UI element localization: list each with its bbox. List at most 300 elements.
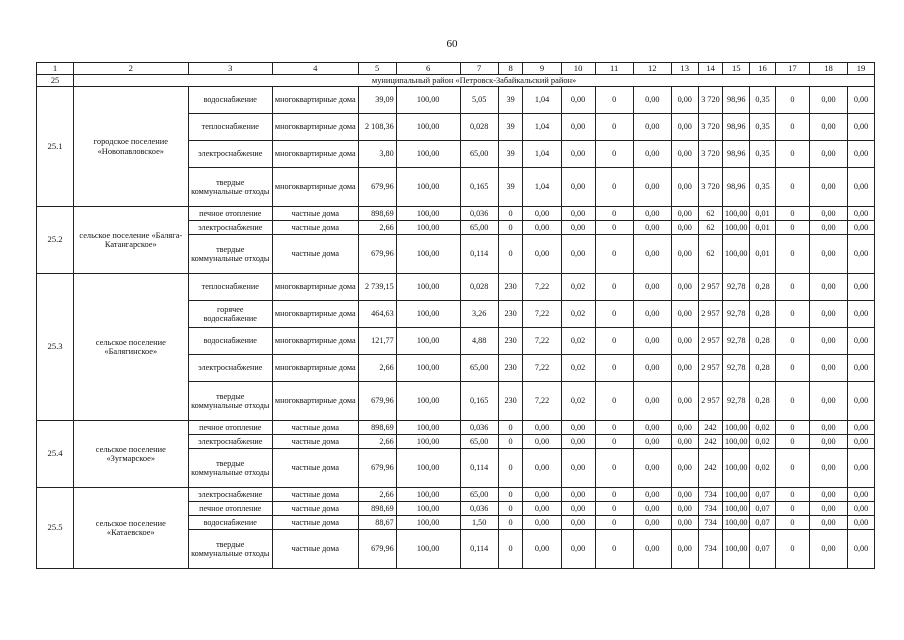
settlement-name-cell: сельское поселение «Зугмарское» <box>74 421 188 488</box>
value-cell-col-9: 7,22 <box>523 274 561 301</box>
value-cell-col-14: 242 <box>698 435 723 449</box>
value-cell-col-15: 92,78 <box>723 274 750 301</box>
value-cell-col-14: 734 <box>698 530 723 569</box>
district-id-cell: 25 <box>37 75 74 87</box>
housing-type-cell: частные дома <box>273 221 359 235</box>
value-cell-col-10: 0,00 <box>561 449 595 488</box>
value-cell-col-18: 0,00 <box>809 488 847 502</box>
value-cell-col-19: 0,00 <box>848 421 875 435</box>
value-cell-col-17: 0 <box>775 516 809 530</box>
service-cell: водоснабжение <box>188 87 273 114</box>
value-cell-col-10: 0,00 <box>561 435 595 449</box>
column-number-cell: 12 <box>633 63 671 75</box>
value-cell-col-16: 0,07 <box>750 530 776 569</box>
value-cell-col-11: 0 <box>595 355 633 382</box>
column-number-cell: 10 <box>561 63 595 75</box>
value-cell-col-10: 0,00 <box>561 488 595 502</box>
value-cell-col-18: 0,00 <box>809 382 847 421</box>
value-cell-col-17: 0 <box>775 221 809 235</box>
value-cell-col-7: 0,114 <box>460 235 498 274</box>
column-number-cell: 15 <box>723 63 750 75</box>
value-cell-col-11: 0 <box>595 235 633 274</box>
value-cell-col-15: 98,96 <box>723 141 750 168</box>
value-cell-col-5: 679,96 <box>358 382 396 421</box>
value-cell-col-12: 0,00 <box>633 449 671 488</box>
value-cell-col-15: 92,78 <box>723 328 750 355</box>
service-cell: водоснабжение <box>188 516 273 530</box>
value-cell-col-11: 0 <box>595 274 633 301</box>
value-cell-col-12: 0,00 <box>633 301 671 328</box>
value-cell-col-14: 2 957 <box>698 355 723 382</box>
value-cell-col-15: 92,78 <box>723 301 750 328</box>
value-cell-col-17: 0 <box>775 274 809 301</box>
value-cell-col-5: 679,96 <box>358 235 396 274</box>
value-cell-col-12: 0,00 <box>633 235 671 274</box>
value-cell-col-12: 0,00 <box>633 530 671 569</box>
value-cell-col-6: 100,00 <box>396 114 460 141</box>
value-cell-col-15: 100,00 <box>723 221 750 235</box>
column-number-cell: 14 <box>698 63 723 75</box>
value-cell-col-6: 100,00 <box>396 168 460 207</box>
value-cell-col-11: 0 <box>595 421 633 435</box>
column-number-cell: 5 <box>358 63 396 75</box>
table-row <box>37 421 875 435</box>
value-cell-col-12: 0,00 <box>633 435 671 449</box>
value-cell-col-19: 0,00 <box>848 449 875 488</box>
value-cell-col-7: 65,00 <box>460 355 498 382</box>
service-cell: твердые коммунальные отходы <box>188 235 273 274</box>
value-cell-col-10: 0,02 <box>561 355 595 382</box>
value-cell-col-16: 0,28 <box>750 355 776 382</box>
value-cell-col-13: 0,00 <box>671 328 698 355</box>
column-number-cell: 6 <box>396 63 460 75</box>
value-cell-col-7: 0,028 <box>460 114 498 141</box>
value-cell-col-9: 7,22 <box>523 328 561 355</box>
value-cell-col-13: 0,00 <box>671 168 698 207</box>
value-cell-col-13: 0,00 <box>671 301 698 328</box>
value-cell-col-7: 0,165 <box>460 382 498 421</box>
value-cell-col-19: 0,00 <box>848 382 875 421</box>
value-cell-col-19: 0,00 <box>848 301 875 328</box>
value-cell-col-13: 0,00 <box>671 87 698 114</box>
value-cell-col-5: 2,66 <box>358 221 396 235</box>
housing-type-cell: частные дома <box>273 207 359 221</box>
value-cell-col-18: 0,00 <box>809 516 847 530</box>
value-cell-col-14: 3 720 <box>698 168 723 207</box>
value-cell-col-8: 0 <box>498 421 523 435</box>
value-cell-col-5: 898,69 <box>358 207 396 221</box>
value-cell-col-13: 0,00 <box>671 221 698 235</box>
value-cell-col-13: 0,00 <box>671 355 698 382</box>
value-cell-col-7: 0,036 <box>460 207 498 221</box>
value-cell-col-6: 100,00 <box>396 274 460 301</box>
value-cell-col-10: 0,00 <box>561 530 595 569</box>
value-cell-col-8: 0 <box>498 235 523 274</box>
service-cell: электроснабжение <box>188 141 273 168</box>
value-cell-col-15: 100,00 <box>723 207 750 221</box>
value-cell-col-5: 2 108,36 <box>358 114 396 141</box>
value-cell-col-10: 0,00 <box>561 421 595 435</box>
service-cell: теплоснабжение <box>188 114 273 141</box>
value-cell-col-10: 0,00 <box>561 221 595 235</box>
value-cell-col-15: 92,78 <box>723 382 750 421</box>
value-cell-col-7: 65,00 <box>460 488 498 502</box>
value-cell-col-7: 5,05 <box>460 87 498 114</box>
value-cell-col-18: 0,00 <box>809 355 847 382</box>
value-cell-col-15: 100,00 <box>723 449 750 488</box>
value-cell-col-8: 0 <box>498 221 523 235</box>
value-cell-col-8: 0 <box>498 207 523 221</box>
value-cell-col-9: 0,00 <box>523 435 561 449</box>
value-cell-col-13: 0,00 <box>671 435 698 449</box>
column-number-cell: 7 <box>460 63 498 75</box>
value-cell-col-14: 734 <box>698 502 723 516</box>
table-row <box>37 274 875 301</box>
value-cell-col-11: 0 <box>595 530 633 569</box>
value-cell-col-8: 230 <box>498 274 523 301</box>
settlement-id-cell: 25.4 <box>37 421 74 488</box>
housing-type-cell: многоквартирные дома <box>273 301 359 328</box>
value-cell-col-16: 0,35 <box>750 114 776 141</box>
value-cell-col-10: 0,02 <box>561 382 595 421</box>
value-cell-col-17: 0 <box>775 168 809 207</box>
value-cell-col-8: 230 <box>498 382 523 421</box>
value-cell-col-5: 121,77 <box>358 328 396 355</box>
value-cell-col-18: 0,00 <box>809 221 847 235</box>
value-cell-col-14: 3 720 <box>698 87 723 114</box>
value-cell-col-12: 0,00 <box>633 382 671 421</box>
value-cell-col-16: 0,35 <box>750 168 776 207</box>
column-number-row <box>37 63 875 75</box>
value-cell-col-7: 0,036 <box>460 421 498 435</box>
value-cell-col-6: 100,00 <box>396 449 460 488</box>
value-cell-col-10: 0,02 <box>561 328 595 355</box>
column-number-cell: 19 <box>848 63 875 75</box>
value-cell-col-19: 0,00 <box>848 274 875 301</box>
value-cell-col-9: 1,04 <box>523 141 561 168</box>
value-cell-col-8: 0 <box>498 449 523 488</box>
value-cell-col-10: 0,00 <box>561 87 595 114</box>
value-cell-col-18: 0,00 <box>809 435 847 449</box>
housing-type-cell: многоквартирные дома <box>273 114 359 141</box>
value-cell-col-16: 0,07 <box>750 516 776 530</box>
value-cell-col-10: 0,02 <box>561 274 595 301</box>
value-cell-col-12: 0,00 <box>633 168 671 207</box>
value-cell-col-19: 0,00 <box>848 435 875 449</box>
column-number-cell: 9 <box>523 63 561 75</box>
value-cell-col-10: 0,02 <box>561 301 595 328</box>
value-cell-col-5: 898,69 <box>358 421 396 435</box>
district-row <box>37 75 875 87</box>
housing-type-cell: частные дома <box>273 488 359 502</box>
value-cell-col-9: 7,22 <box>523 301 561 328</box>
value-cell-col-19: 0,00 <box>848 502 875 516</box>
value-cell-col-18: 0,00 <box>809 421 847 435</box>
value-cell-col-15: 100,00 <box>723 502 750 516</box>
value-cell-col-13: 0,00 <box>671 274 698 301</box>
value-cell-col-18: 0,00 <box>809 274 847 301</box>
value-cell-col-16: 0,28 <box>750 301 776 328</box>
service-cell: горячее водоснабжение <box>188 301 273 328</box>
service-cell: печное отопление <box>188 502 273 516</box>
housing-type-cell: многоквартирные дома <box>273 168 359 207</box>
value-cell-col-14: 62 <box>698 207 723 221</box>
value-cell-col-12: 0,00 <box>633 516 671 530</box>
value-cell-col-5: 2,66 <box>358 435 396 449</box>
value-cell-col-15: 98,96 <box>723 87 750 114</box>
value-cell-col-7: 1,50 <box>460 516 498 530</box>
value-cell-col-6: 100,00 <box>396 87 460 114</box>
value-cell-col-18: 0,00 <box>809 328 847 355</box>
value-cell-col-11: 0 <box>595 502 633 516</box>
settlement-name-cell: сельское поселение «Баляга-Катангарское» <box>74 207 188 274</box>
value-cell-col-12: 0,00 <box>633 221 671 235</box>
column-number-cell: 18 <box>809 63 847 75</box>
value-cell-col-7: 0,165 <box>460 168 498 207</box>
value-cell-col-17: 0 <box>775 114 809 141</box>
value-cell-col-13: 0,00 <box>671 516 698 530</box>
value-cell-col-5: 464,63 <box>358 301 396 328</box>
value-cell-col-16: 0,28 <box>750 328 776 355</box>
value-cell-col-5: 679,96 <box>358 168 396 207</box>
service-cell: электроснабжение <box>188 435 273 449</box>
value-cell-col-5: 2,66 <box>358 488 396 502</box>
value-cell-col-13: 0,00 <box>671 421 698 435</box>
value-cell-col-9: 1,04 <box>523 168 561 207</box>
value-cell-col-6: 100,00 <box>396 235 460 274</box>
service-cell: печное отопление <box>188 207 273 221</box>
housing-type-cell: частные дома <box>273 235 359 274</box>
value-cell-col-17: 0 <box>775 141 809 168</box>
value-cell-col-15: 98,96 <box>723 168 750 207</box>
value-cell-col-13: 0,00 <box>671 207 698 221</box>
value-cell-col-9: 1,04 <box>523 87 561 114</box>
housing-type-cell: частные дома <box>273 435 359 449</box>
value-cell-col-9: 0,00 <box>523 207 561 221</box>
value-cell-col-12: 0,00 <box>633 355 671 382</box>
value-cell-col-14: 2 957 <box>698 301 723 328</box>
value-cell-col-12: 0,00 <box>633 141 671 168</box>
value-cell-col-12: 0,00 <box>633 502 671 516</box>
value-cell-col-16: 0,07 <box>750 488 776 502</box>
value-cell-col-18: 0,00 <box>809 87 847 114</box>
value-cell-col-15: 98,96 <box>723 114 750 141</box>
value-cell-col-6: 100,00 <box>396 530 460 569</box>
value-cell-col-19: 0,00 <box>848 516 875 530</box>
housing-type-cell: частные дома <box>273 449 359 488</box>
service-cell: твердые коммунальные отходы <box>188 530 273 569</box>
value-cell-col-17: 0 <box>775 530 809 569</box>
value-cell-col-9: 7,22 <box>523 382 561 421</box>
value-cell-col-10: 0,00 <box>561 516 595 530</box>
value-cell-col-13: 0,00 <box>671 141 698 168</box>
housing-type-cell: многоквартирные дома <box>273 141 359 168</box>
settlement-id-cell: 25.1 <box>37 87 74 207</box>
value-cell-col-11: 0 <box>595 382 633 421</box>
housing-type-cell: частные дома <box>273 530 359 569</box>
value-cell-col-6: 100,00 <box>396 502 460 516</box>
value-cell-col-16: 0,01 <box>750 235 776 274</box>
value-cell-col-9: 0,00 <box>523 516 561 530</box>
value-cell-col-12: 0,00 <box>633 114 671 141</box>
value-cell-col-11: 0 <box>595 435 633 449</box>
housing-type-cell: многоквартирные дома <box>273 382 359 421</box>
value-cell-col-16: 0,02 <box>750 421 776 435</box>
housing-type-cell: частные дома <box>273 502 359 516</box>
value-cell-col-16: 0,01 <box>750 221 776 235</box>
service-cell: водоснабжение <box>188 328 273 355</box>
value-cell-col-11: 0 <box>595 207 633 221</box>
value-cell-col-19: 0,00 <box>848 328 875 355</box>
value-cell-col-9: 0,00 <box>523 449 561 488</box>
value-cell-col-11: 0 <box>595 221 633 235</box>
value-cell-col-15: 100,00 <box>723 421 750 435</box>
value-cell-col-8: 0 <box>498 488 523 502</box>
value-cell-col-12: 0,00 <box>633 87 671 114</box>
value-cell-col-5: 2 739,15 <box>358 274 396 301</box>
value-cell-col-17: 0 <box>775 488 809 502</box>
value-cell-col-13: 0,00 <box>671 502 698 516</box>
tariff-table <box>36 62 875 569</box>
value-cell-col-17: 0 <box>775 421 809 435</box>
value-cell-col-6: 100,00 <box>396 435 460 449</box>
value-cell-col-18: 0,00 <box>809 207 847 221</box>
value-cell-col-6: 100,00 <box>396 207 460 221</box>
value-cell-col-8: 39 <box>498 114 523 141</box>
service-cell: электроснабжение <box>188 355 273 382</box>
value-cell-col-15: 100,00 <box>723 516 750 530</box>
value-cell-col-16: 0,01 <box>750 207 776 221</box>
value-cell-col-6: 100,00 <box>396 382 460 421</box>
value-cell-col-14: 62 <box>698 221 723 235</box>
service-cell: теплоснабжение <box>188 274 273 301</box>
value-cell-col-13: 0,00 <box>671 530 698 569</box>
value-cell-col-10: 0,00 <box>561 235 595 274</box>
value-cell-col-16: 0,28 <box>750 382 776 421</box>
value-cell-col-13: 0,00 <box>671 382 698 421</box>
value-cell-col-6: 100,00 <box>396 301 460 328</box>
value-cell-col-9: 0,00 <box>523 502 561 516</box>
value-cell-col-18: 0,00 <box>809 168 847 207</box>
value-cell-col-17: 0 <box>775 235 809 274</box>
value-cell-col-9: 0,00 <box>523 530 561 569</box>
value-cell-col-9: 0,00 <box>523 488 561 502</box>
value-cell-col-16: 0,35 <box>750 141 776 168</box>
settlement-id-cell: 25.2 <box>37 207 74 274</box>
value-cell-col-9: 0,00 <box>523 421 561 435</box>
value-cell-col-17: 0 <box>775 382 809 421</box>
value-cell-col-10: 0,00 <box>561 141 595 168</box>
value-cell-col-11: 0 <box>595 301 633 328</box>
value-cell-col-7: 4,88 <box>460 328 498 355</box>
value-cell-col-8: 230 <box>498 355 523 382</box>
column-number-cell: 11 <box>595 63 633 75</box>
value-cell-col-16: 0,02 <box>750 449 776 488</box>
service-cell: печное отопление <box>188 421 273 435</box>
value-cell-col-7: 65,00 <box>460 221 498 235</box>
value-cell-col-13: 0,00 <box>671 235 698 274</box>
service-cell: электроснабжение <box>188 221 273 235</box>
value-cell-col-18: 0,00 <box>809 114 847 141</box>
value-cell-col-11: 0 <box>595 516 633 530</box>
value-cell-col-12: 0,00 <box>633 274 671 301</box>
value-cell-col-15: 100,00 <box>723 435 750 449</box>
value-cell-col-16: 0,28 <box>750 274 776 301</box>
value-cell-col-14: 2 957 <box>698 382 723 421</box>
value-cell-col-8: 0 <box>498 530 523 569</box>
value-cell-col-19: 0,00 <box>848 488 875 502</box>
value-cell-col-6: 100,00 <box>396 221 460 235</box>
value-cell-col-14: 734 <box>698 488 723 502</box>
housing-type-cell: многоквартирные дома <box>273 274 359 301</box>
value-cell-col-19: 0,00 <box>848 168 875 207</box>
value-cell-col-6: 100,00 <box>396 488 460 502</box>
district-name-cell: муниципальный район «Петровск-Забайкальский район» <box>74 75 875 87</box>
value-cell-col-19: 0,00 <box>848 87 875 114</box>
value-cell-col-8: 39 <box>498 168 523 207</box>
column-number-cell: 13 <box>671 63 698 75</box>
value-cell-col-16: 0,02 <box>750 435 776 449</box>
value-cell-col-16: 0,07 <box>750 502 776 516</box>
value-cell-col-16: 0,35 <box>750 87 776 114</box>
value-cell-col-7: 3,26 <box>460 301 498 328</box>
value-cell-col-14: 2 957 <box>698 274 723 301</box>
value-cell-col-9: 7,22 <box>523 355 561 382</box>
housing-type-cell: частные дома <box>273 516 359 530</box>
value-cell-col-13: 0,00 <box>671 488 698 502</box>
value-cell-col-14: 2 957 <box>698 328 723 355</box>
column-number-cell: 17 <box>775 63 809 75</box>
housing-type-cell: частные дома <box>273 421 359 435</box>
value-cell-col-7: 65,00 <box>460 141 498 168</box>
value-cell-col-17: 0 <box>775 355 809 382</box>
value-cell-col-19: 0,00 <box>848 141 875 168</box>
value-cell-col-19: 0,00 <box>848 355 875 382</box>
value-cell-col-5: 3,80 <box>358 141 396 168</box>
column-number-cell: 1 <box>37 63 74 75</box>
value-cell-col-14: 242 <box>698 421 723 435</box>
value-cell-col-5: 88,67 <box>358 516 396 530</box>
value-cell-col-11: 0 <box>595 87 633 114</box>
service-cell: электроснабжение <box>188 488 273 502</box>
value-cell-col-5: 39,09 <box>358 87 396 114</box>
value-cell-col-18: 0,00 <box>809 530 847 569</box>
value-cell-col-11: 0 <box>595 488 633 502</box>
value-cell-col-14: 62 <box>698 235 723 274</box>
settlement-name-cell: сельское поселение «Балягинское» <box>74 274 188 421</box>
value-cell-col-12: 0,00 <box>633 488 671 502</box>
value-cell-col-18: 0,00 <box>809 502 847 516</box>
column-number-cell: 4 <box>273 63 359 75</box>
value-cell-col-14: 242 <box>698 449 723 488</box>
value-cell-col-11: 0 <box>595 141 633 168</box>
value-cell-col-17: 0 <box>775 207 809 221</box>
value-cell-col-13: 0,00 <box>671 114 698 141</box>
value-cell-col-13: 0,00 <box>671 449 698 488</box>
column-number-cell: 2 <box>74 63 188 75</box>
value-cell-col-5: 898,69 <box>358 502 396 516</box>
housing-type-cell: многоквартирные дома <box>273 328 359 355</box>
value-cell-col-19: 0,00 <box>848 114 875 141</box>
table-row <box>37 87 875 114</box>
value-cell-col-6: 100,00 <box>396 328 460 355</box>
value-cell-col-8: 39 <box>498 87 523 114</box>
value-cell-col-9: 0,00 <box>523 221 561 235</box>
table-body <box>37 63 875 569</box>
value-cell-col-11: 0 <box>595 449 633 488</box>
service-cell: твердые коммунальные отходы <box>188 382 273 421</box>
value-cell-col-15: 100,00 <box>723 488 750 502</box>
